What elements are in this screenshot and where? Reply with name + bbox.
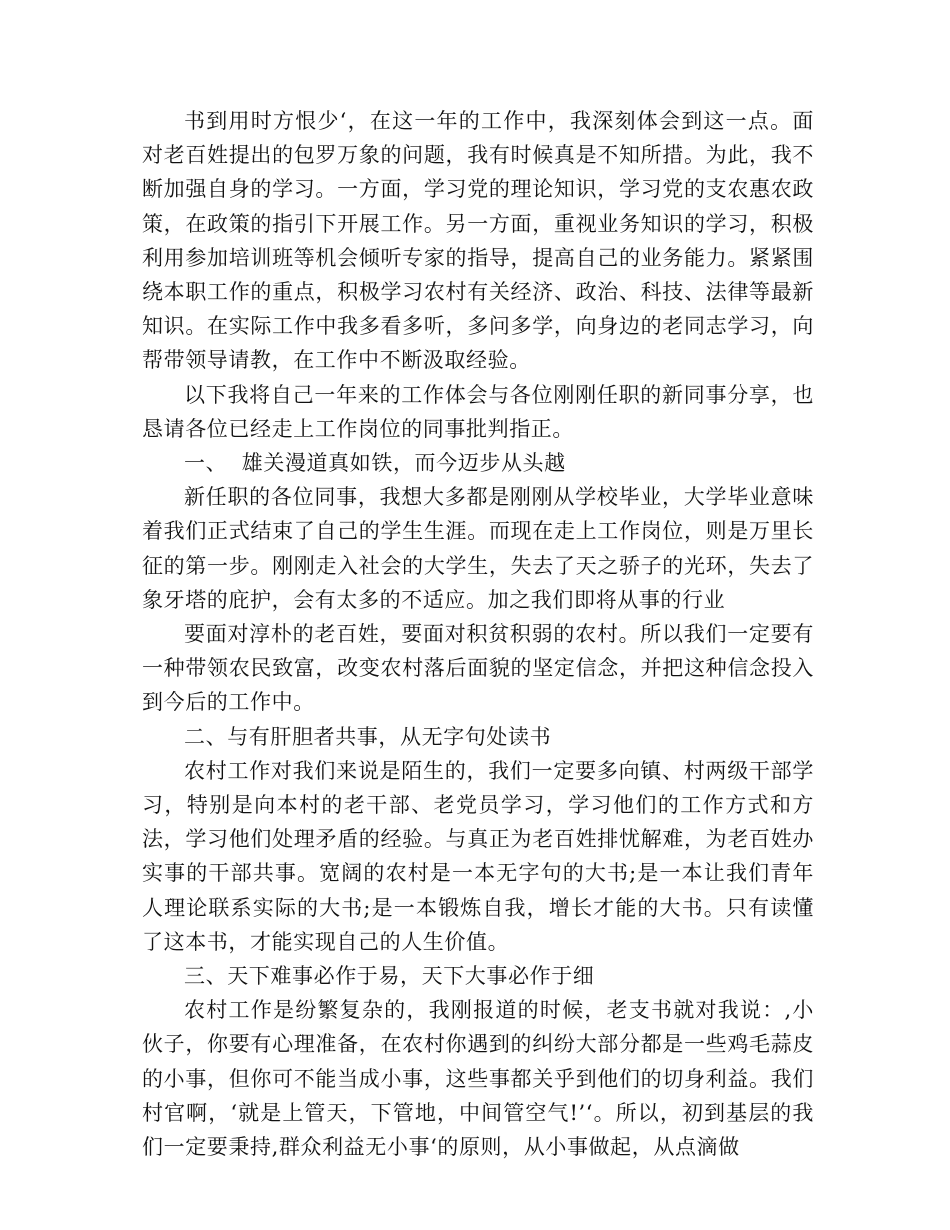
paragraph-1: 书到用时方恨少‘，在这一年的工作中，我深刻体会到这一点。面对老百姓提出的包罗万象的问题，我有时候真是不知所措。为此，我不断加强自身的学习。一方面，学习党的理论知识，学习党的支农惠农政策，在政策的指引下开展工作。另一方面，重视业务知识的学习，积极利用参加培训班等机会倾听专家的指导，提高自己的业务能力。紧紧围绕本职工作的重点，积极学习农村有关经济、政治、科技、法律等最新知识。在实际工作中我多看多听，多问多学，向身边的老同志学习，向帮带领导请教，在工作中不断汲取经验。	[142, 109, 814, 373]
paragraph-3: 新任职的各位同事，我想大多都是刚刚从学校毕业，大学毕业意味着我们正式结束了自己的学生生涯。而现在走上工作岗位，则是万里长征的第一步。刚刚走入社会的大学生，失去了天之骄子的光环，失去了象牙塔的庇护，会有太多的不适应。加之我们即将从事的行业	[142, 485, 814, 612]
paragraph-6: 农村工作是纷繁复杂的，我刚报道的时候，老支书就对我说：,小伙子，你要有心理准备，在农村你遇到的纠纷大部分都是一些鸡毛蒜皮的小事，但你可不能当成小事，这些事都关乎到他们的切身利益。我们村官啊，‘就是上管天，下管地，中间管空气!’‘。所以，初到基层的我们一定要秉持,群众利益无小事‘的原则，从小事做起，从点滴做	[142, 998, 814, 1160]
paragraph-4: 要面对淳朴的老百姓，要面对积贫积弱的农村。所以我们一定要有一种带领农民致富，改变农村落后面貌的坚定信念，并把这种信念投入到今后的工作中。	[142, 622, 814, 715]
section-heading-2: 二、与有肝胆者共事，从无字句处读书	[184, 724, 552, 749]
document-body	[142, 104, 814, 1164]
paragraph-5: 农村工作对我们来说是陌生的，我们一定要多向镇、村两级干部学习，特别是向本村的老干部、老党员学习，学习他们的工作方式和方法，学习他们处理矛盾的经验。与真正为老百姓排忧解难，为老百姓办实事的干部共事。宽阔的农村是一本无字句的大书;是一本让我们青年人理论联系实际的大书;是一本锻炼自我，增长才能的大书。只有读懂了这本书，才能实现自己的人生价值。	[142, 758, 814, 954]
section-heading-1: 一、 雄关漫道真如铁，而今迈步从头越	[184, 451, 566, 476]
section-heading-3: 三、天下难事必作于易，天下大事必作于细	[184, 964, 595, 989]
paragraph-2: 以下我将自己一年来的工作体会与各位刚刚任职的新同事分享，也恳请各位已经走上工作岗位的同事批判指正。	[142, 382, 814, 441]
